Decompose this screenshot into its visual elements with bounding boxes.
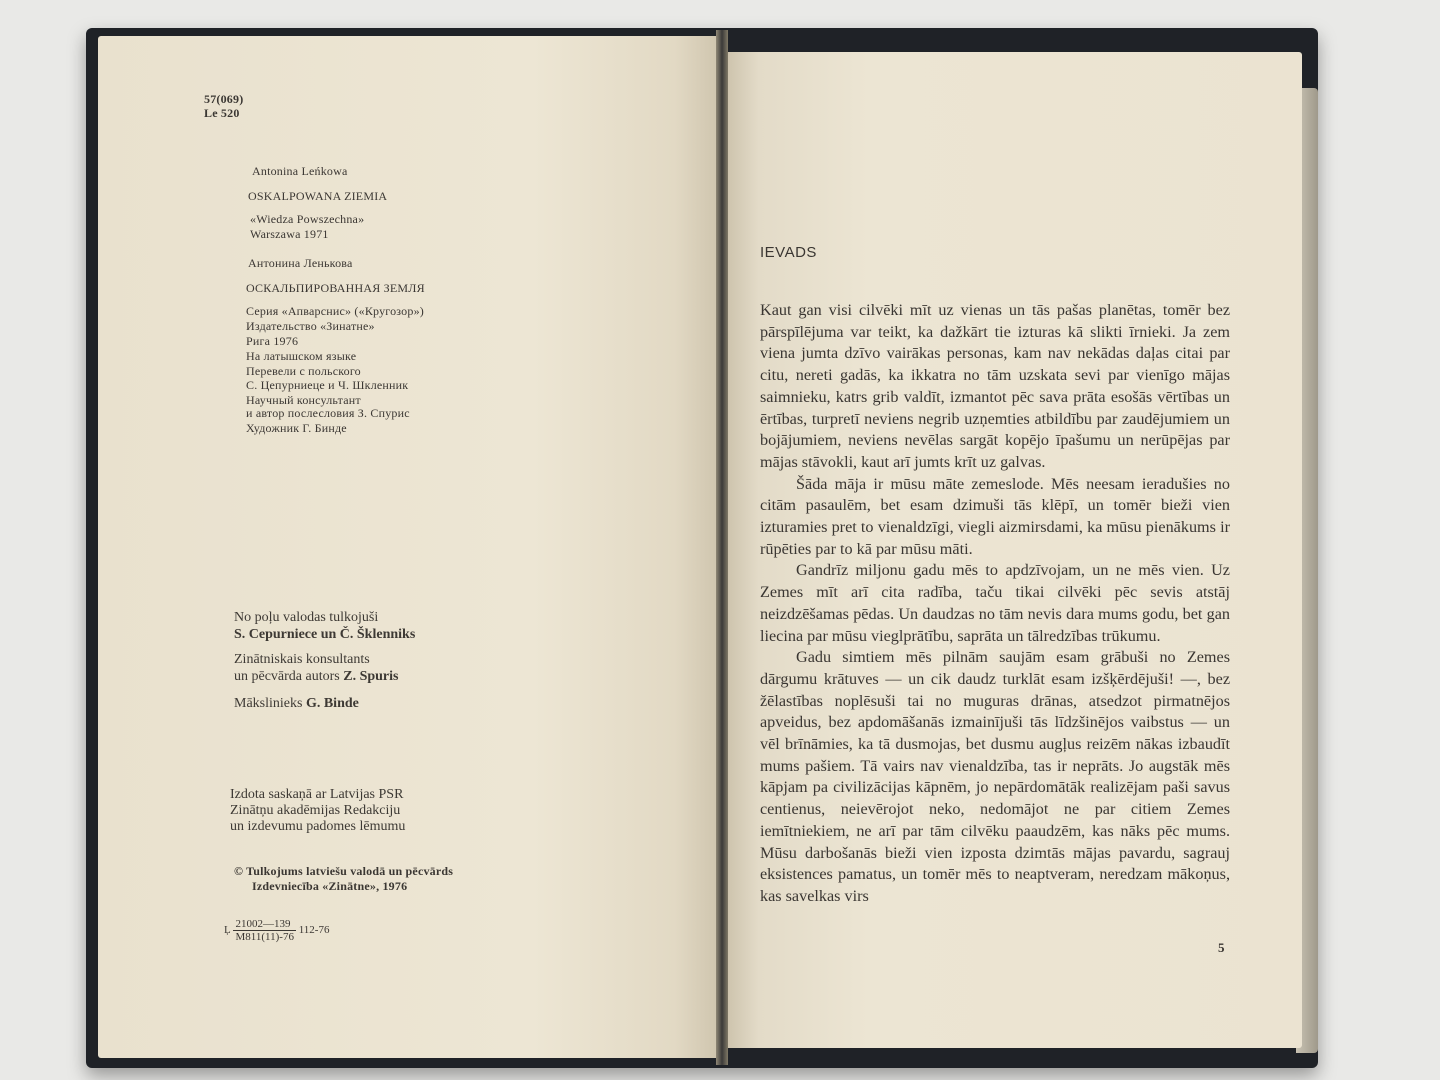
russian-place-year: Рига 1976: [246, 334, 299, 348]
catalog-fraction: [233, 918, 295, 943]
russian-title: ОСКАЛЬПИРОВАННАЯ ЗЕМЛЯ: [246, 281, 425, 295]
catalog-index: [224, 918, 329, 943]
credit-translators: S. Cepurniece un Č. Šklenniks: [234, 627, 416, 642]
russian-publisher: Издательство «Зинатне»: [246, 319, 375, 333]
catalog-numerator: 21002—139: [233, 918, 295, 931]
russian-artist: Художник Г. Бинде: [246, 421, 347, 435]
credit-artist-label: Mākslinieks: [234, 696, 303, 711]
russian-series: Серия «Апварснис» («Кругозор»): [246, 304, 424, 318]
original-place-year: Warszawa 1971: [250, 227, 329, 241]
classification-code: Le 520: [204, 106, 240, 120]
original-publisher: «Wiedza Powszechna»: [250, 212, 365, 226]
credit-translated-label: No poļu valodas tulkojuši: [234, 610, 379, 625]
copyright-line: © Tulkojums latviešu valodā un pēcvārds: [234, 864, 454, 878]
catalog-suffix: 112-76: [298, 924, 330, 937]
credit-consultant-label: Zinātniskais konsultants: [234, 652, 370, 667]
paragraph: Kaut gan visi cilvēki mīt uz vienas un tās pašas planētas, tomēr bez pārspīlējuma var teikt, ka dažkārt tie izturas kā slikti īrnieki. Ja zem viena jumta dzīvo vairākas personas, kam nav nekādas daļas citai par citu, nereti gadās, ka ikkatra no tām uzskata sevi par vienīgo mājas saimnieku, katrs grib valdīt, izmantot pēc sava prāta esošās vērtības un ērtības, turpretī neviens negrib uzņemties atbildību par zaudējumiem un bojājumiem, neviens nevēlas sargāt kopējo īpašumu un nerūpējas par mājas stāvokli, kaut arī jumts krīt uz galvas.: [760, 301, 1230, 471]
approval-line: un izdevumu padomes lēmumu: [230, 819, 406, 834]
paragraph: Šāda māja ir mūsu māte zemeslode. Mēs neesam ieradušies no citām pasaulēm, bet esam dzimuši tās klēpī, un tomēr bieži vien izturamies pret to vienaldzīgi, viegli aizmirsdami, ka mūsu pienākums ir rūpēties par to kā par mūsu māti.: [760, 474, 1230, 558]
copyright-line: Izdevniecība «Zinātne», 1976: [252, 879, 408, 893]
approval-line: Zinātņu akadēmijas Redakciju: [230, 803, 401, 818]
credit-artist-line: [234, 696, 359, 712]
chapter-heading: IEVADS: [760, 244, 817, 261]
original-author: Antonina Leńkowa: [252, 164, 348, 178]
credit-consultant-name: Z. Spuris: [343, 669, 399, 684]
original-title: OSKALPOWANA ZIEMIA: [248, 189, 388, 203]
russian-author: Антонина Ленькова: [248, 256, 353, 270]
body-text: [760, 300, 1230, 908]
left-page: [98, 36, 718, 1058]
russian-consultant-label: Научный консультант: [246, 393, 361, 407]
russian-consultant: и автор послесловия З. Спурис: [246, 406, 410, 420]
catalog-denominator: M811(11)-76: [235, 931, 294, 943]
paragraph: Gandrīz miljonu gadu mēs to apdzīvojam, un ne mēs vien. Uz Zemes mīt arī cita radība, taču tikai cilvēki pēc sevis atstāj neizdzēšamas pēdas. Un daudzas no tām nevis dara mums godu, bet gan liecina par mūsu vieglprātību, saprāta un tālredzības trūkumu.: [760, 561, 1230, 645]
approval-line: Izdota saskaņā ar Latvijas PSR: [230, 787, 404, 802]
page-number: 5: [1218, 940, 1225, 955]
credit-artist-name: G. Binde: [305, 696, 359, 711]
classification-code: 57(069): [204, 92, 244, 106]
catalog-prefix: Ļ: [224, 924, 231, 937]
credit-consultant-prefix: un pēcvārda autors: [234, 669, 340, 684]
russian-language: На латышском языке: [246, 349, 357, 363]
russian-translators: С. Цепурниеце и Ч. Шкленник: [246, 378, 409, 392]
credit-consultant-line: [234, 669, 398, 685]
russian-translated-label: Перевели с польского: [246, 364, 361, 378]
paragraph: Gadu simtiem mēs pilnām saujām esam grābuši no Zemes dārgumu krātuves — un cik daudz turklāt esam izšķērdējuši! —, bez žēlastības noplēsuši tai no muguras drānas, atsedzot pirmatnējos apveidus, bez apdomāšanās izmainījuši tās līdzšinējos vaibstus — un vēl brīnāmies, ka tā dusmojas, bet dusmu augļus reizēm nākas izbaudīt mums pašiem. Tā vairs nav vienaldzība, tas ir neprāts. Jo augstāk mēs kāpjam pa civilizācijas kāpnēm, jo nepārdomātāk realizējam paši savus centienus, neievērojot neko, nedomājot ne par citiem Zemes iemītniekiem, ne arī par tām cilvēku paaudzēm, kas nāks pēc mums. Mūsu darbošanās bieži vien izposta dzimtās mājas pavardu, sagrauj eksistences pamatus, un tomēr mēs to neaptveram, neredzam mākoņus, kas savelkas virs: [760, 648, 1230, 905]
book-gutter: [716, 30, 728, 1065]
